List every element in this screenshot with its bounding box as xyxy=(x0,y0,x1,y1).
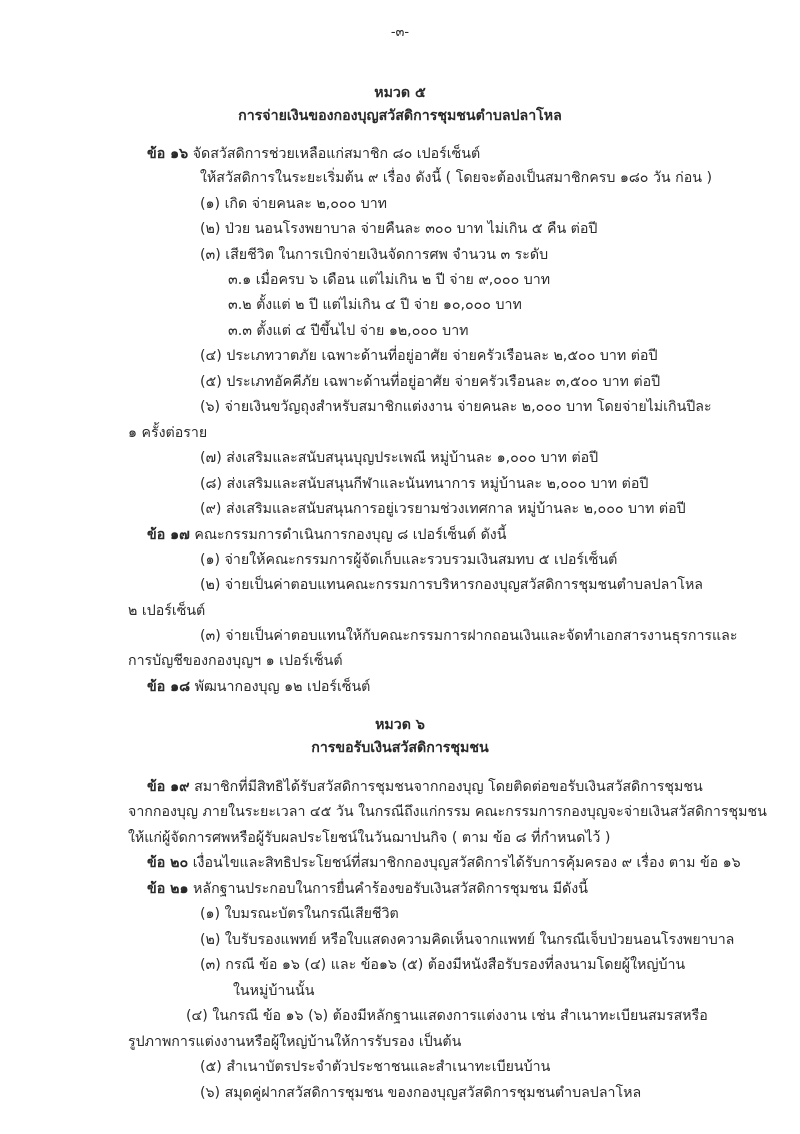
clause-16-item-3: (๓) เสียชีวิต ในการเบิกจ่ายเงินจัดการศพ จำนวน ๓ ระดับ xyxy=(200,247,549,263)
clause-19-line-2: จากกองบุญ ภายในระยะเวลา ๔๕ วัน ในกรณีถึงแก่กรรม คณะกรรมการกองบุญจะจ่ายเงินสวัสดิการชุมชน xyxy=(128,804,767,820)
clause-16 xyxy=(147,144,480,164)
clause-16-item-2: (๒) ป่วย นอนโรงพยาบาล จ่ายคืนละ ๓๐๐ บาท ไม่เกิน ๕ คืน ต่อปี xyxy=(200,221,598,237)
clause-21-text: หลักฐานประกอบในการยื่นคำร้องขอรับเงินสวัสดิการชุมชน มีดังนี้ xyxy=(193,881,588,897)
clause-16-item-4: (๔) ประเภทวาตภัย เฉพาะด้านที่อยู่อาศัย จ่ายครัวเรือนละ ๒,๕๐๐ บาท ต่อปี xyxy=(200,348,658,364)
clause-21-label: ข้อ ๒๑ xyxy=(147,881,189,897)
clause-21 xyxy=(147,879,588,899)
clause-19 xyxy=(147,777,703,797)
clause-17-item-2: (๒) จ่ายเป็นค่าตอบแทนคณะกรรมการบริหารกองบุญสวัสดิการชุมชนตำบลปลาโหล xyxy=(200,577,703,593)
clause-16-item-5: (๕) ประเภทอัคคีภัย เฉพาะด้านที่อยู่อาศัย จ่ายครัวเรือนละ ๓,๕๐๐ บาท ต่อปี xyxy=(200,374,661,390)
clause-19-label: ข้อ ๑๙ xyxy=(147,779,190,795)
clause-16-item-3-1: ๓.๑ เมื่อครบ ๖ เดือน แต่ไม่เกิน ๒ ปี จ่าย ๙,๐๐๐ บาท xyxy=(228,272,551,288)
clause-20 xyxy=(147,853,741,873)
clause-20-label: ข้อ ๒๐ xyxy=(147,855,189,871)
clause-21-item-6: (๖) สมุดคู่ฝากสวัสดิการชุมชน ของกองบุญสวัสดิการชุมชนตำบลปลาโหล xyxy=(200,1085,642,1101)
clause-16-item-6: (๖) จ่ายเงินขวัญถุงสำหรับสมาชิกแต่งงาน จ่ายคนละ ๒,๐๐๐ บาท โดยจ่ายไม่เกินปีละ xyxy=(200,399,712,415)
clause-16-label: ข้อ ๑๖ xyxy=(147,146,189,162)
clause-18 xyxy=(147,677,370,697)
clause-17-item-3-cont: การบัญชีของกองบุญฯ ๑ เปอร์เซ็นต์ xyxy=(128,653,343,669)
clause-19-line-1: สมาชิกที่มีสิทธิได้รับสวัสดิการชุมชนจากกองบุญ โดยติดต่อขอรับเงินสวัสดิการชุมชน xyxy=(194,779,703,795)
clause-16-intro: ให้สวัสดิการในระยะเริ่มต้น ๙ เรื่อง ดังนี้ ( โดยจะต้องเป็นสมาชิกครบ ๑๘๐ วัน ก่อน ) xyxy=(200,170,712,186)
clause-16-item-8: (๘) ส่งเสริมและสนับสนุนกีฬาและนันทนาการ หมู่บ้านละ ๒,๐๐๐ บาท ต่อปี xyxy=(200,476,649,492)
clause-17-item-1: (๑) จ่ายให้คณะกรรมการผู้จัดเก็บและรวบรวมเงินสมทบ ๕ เปอร์เซ็นต์ xyxy=(200,552,618,568)
clause-18-label: ข้อ ๑๘ xyxy=(147,679,191,695)
clause-17-text: คณะกรรมการดำเนินการกองบุญ ๘ เปอร์เซ็นต์ ดังนี้ xyxy=(194,527,507,543)
clause-16-item-3-3: ๓.๓ ตั้งแต่ ๔ ปีขึ้นไป จ่าย ๑๒,๐๐๐ บาท xyxy=(228,323,469,339)
section-6-heading: หมวด ๖ xyxy=(375,717,425,733)
clause-21-item-3-cont: ในหมู่บ้านนั้น xyxy=(233,983,315,999)
section-5-title: การจ่ายเงินของกองบุญสวัสดิการชุมชนตำบลปลาโหล xyxy=(238,108,562,124)
page-number: -๓- xyxy=(390,25,410,40)
clause-16-item-7: (๗) ส่งเสริมและสนับสนุนบุญประเพณี หมู่บ้านละ ๑,๐๐๐ บาท ต่อปี xyxy=(200,450,599,466)
section-5-heading: หมวด ๕ xyxy=(374,85,426,101)
clause-17-label: ข้อ ๑๗ xyxy=(147,527,190,543)
clause-21-item-2: (๒) ใบรับรองแพทย์ หรือใบแสดงความคิดเห็นจากแพทย์ ในกรณีเจ็บป่วยนอนโรงพยาบาล xyxy=(200,932,735,948)
clause-21-item-3: (๓) กรณี ข้อ ๑๖ (๔) และ ข้อ๑๖ (๕) ต้องมีหนังสือรับรองที่ลงนามโดยผู้ใหญ่บ้าน xyxy=(200,957,686,973)
clause-16-item-3-2: ๓.๒ ตั้งแต่ ๒ ปี แต่ไม่เกิน ๔ ปี จ่าย ๑๐,๐๐๐ บาท xyxy=(228,297,522,313)
clause-17-item-3: (๓) จ่ายเป็นค่าตอบแทนให้กับคณะกรรมการฝากถอนเงินและจัดทำเอกสารงานธุรการและ xyxy=(200,628,738,644)
clause-21-item-1: (๑) ใบมรณะบัตรในกรณีเสียชีวิต xyxy=(200,906,399,922)
clause-17-item-2-cont: ๒ เปอร์เซ็นต์ xyxy=(128,603,206,619)
clause-17 xyxy=(147,525,506,545)
clause-19-line-3: ให้แก่ผู้จัดการศพหรือผู้รับผลประโยชน์ในวันฌาปนกิจ ( ตาม ข้อ ๘ ที่กำหนดไว้ ) xyxy=(128,830,611,846)
clause-16-item-9: (๙) ส่งเสริมและสนับสนุนการอยู่เวรยามช่วงเทศกาล หมู่บ้านละ ๒,๐๐๐ บาท ต่อปี xyxy=(200,501,686,517)
clause-21-item-4: (๔) ในกรณี ข้อ ๑๖ (๖) ต้องมีหลักฐานแสดงการแต่งงาน เช่น สำเนาทะเบียนสมรสหรือ xyxy=(186,1008,708,1024)
clause-21-item-4-cont: รูปภาพการแต่งงานหรือผู้ใหญ่บ้านให้การรับรอง เป็นต้น xyxy=(128,1034,462,1050)
section-6-title: การขอรับเงินสวัสดิการชุมชน xyxy=(311,740,489,756)
clause-16-item-1: (๑) เกิด จ่ายคนละ ๒,๐๐๐ บาท xyxy=(200,196,388,212)
clause-21-item-5: (๕) สำเนาบัตรประจำตัวประชาชนและสำเนาทะเบียนบ้าน xyxy=(200,1059,551,1075)
clause-16-item-6-cont: ๑ ครั้งต่อราย xyxy=(128,425,208,441)
clause-20-text: เงื่อนไขและสิทธิประโยชน์ที่สมาชิกกองบุญสวัสดิการได้รับการคุ้มครอง ๙ เรื่อง ตาม ข้อ ๑๖ xyxy=(192,855,741,871)
clause-16-text: จัดสวัสดิการช่วยเหลือแก่สมาชิก ๘๐ เปอร์เซ็นต์ xyxy=(192,146,481,162)
clause-18-text: พัฒนากองบุญ ๑๒ เปอร์เซ็นต์ xyxy=(194,679,371,695)
